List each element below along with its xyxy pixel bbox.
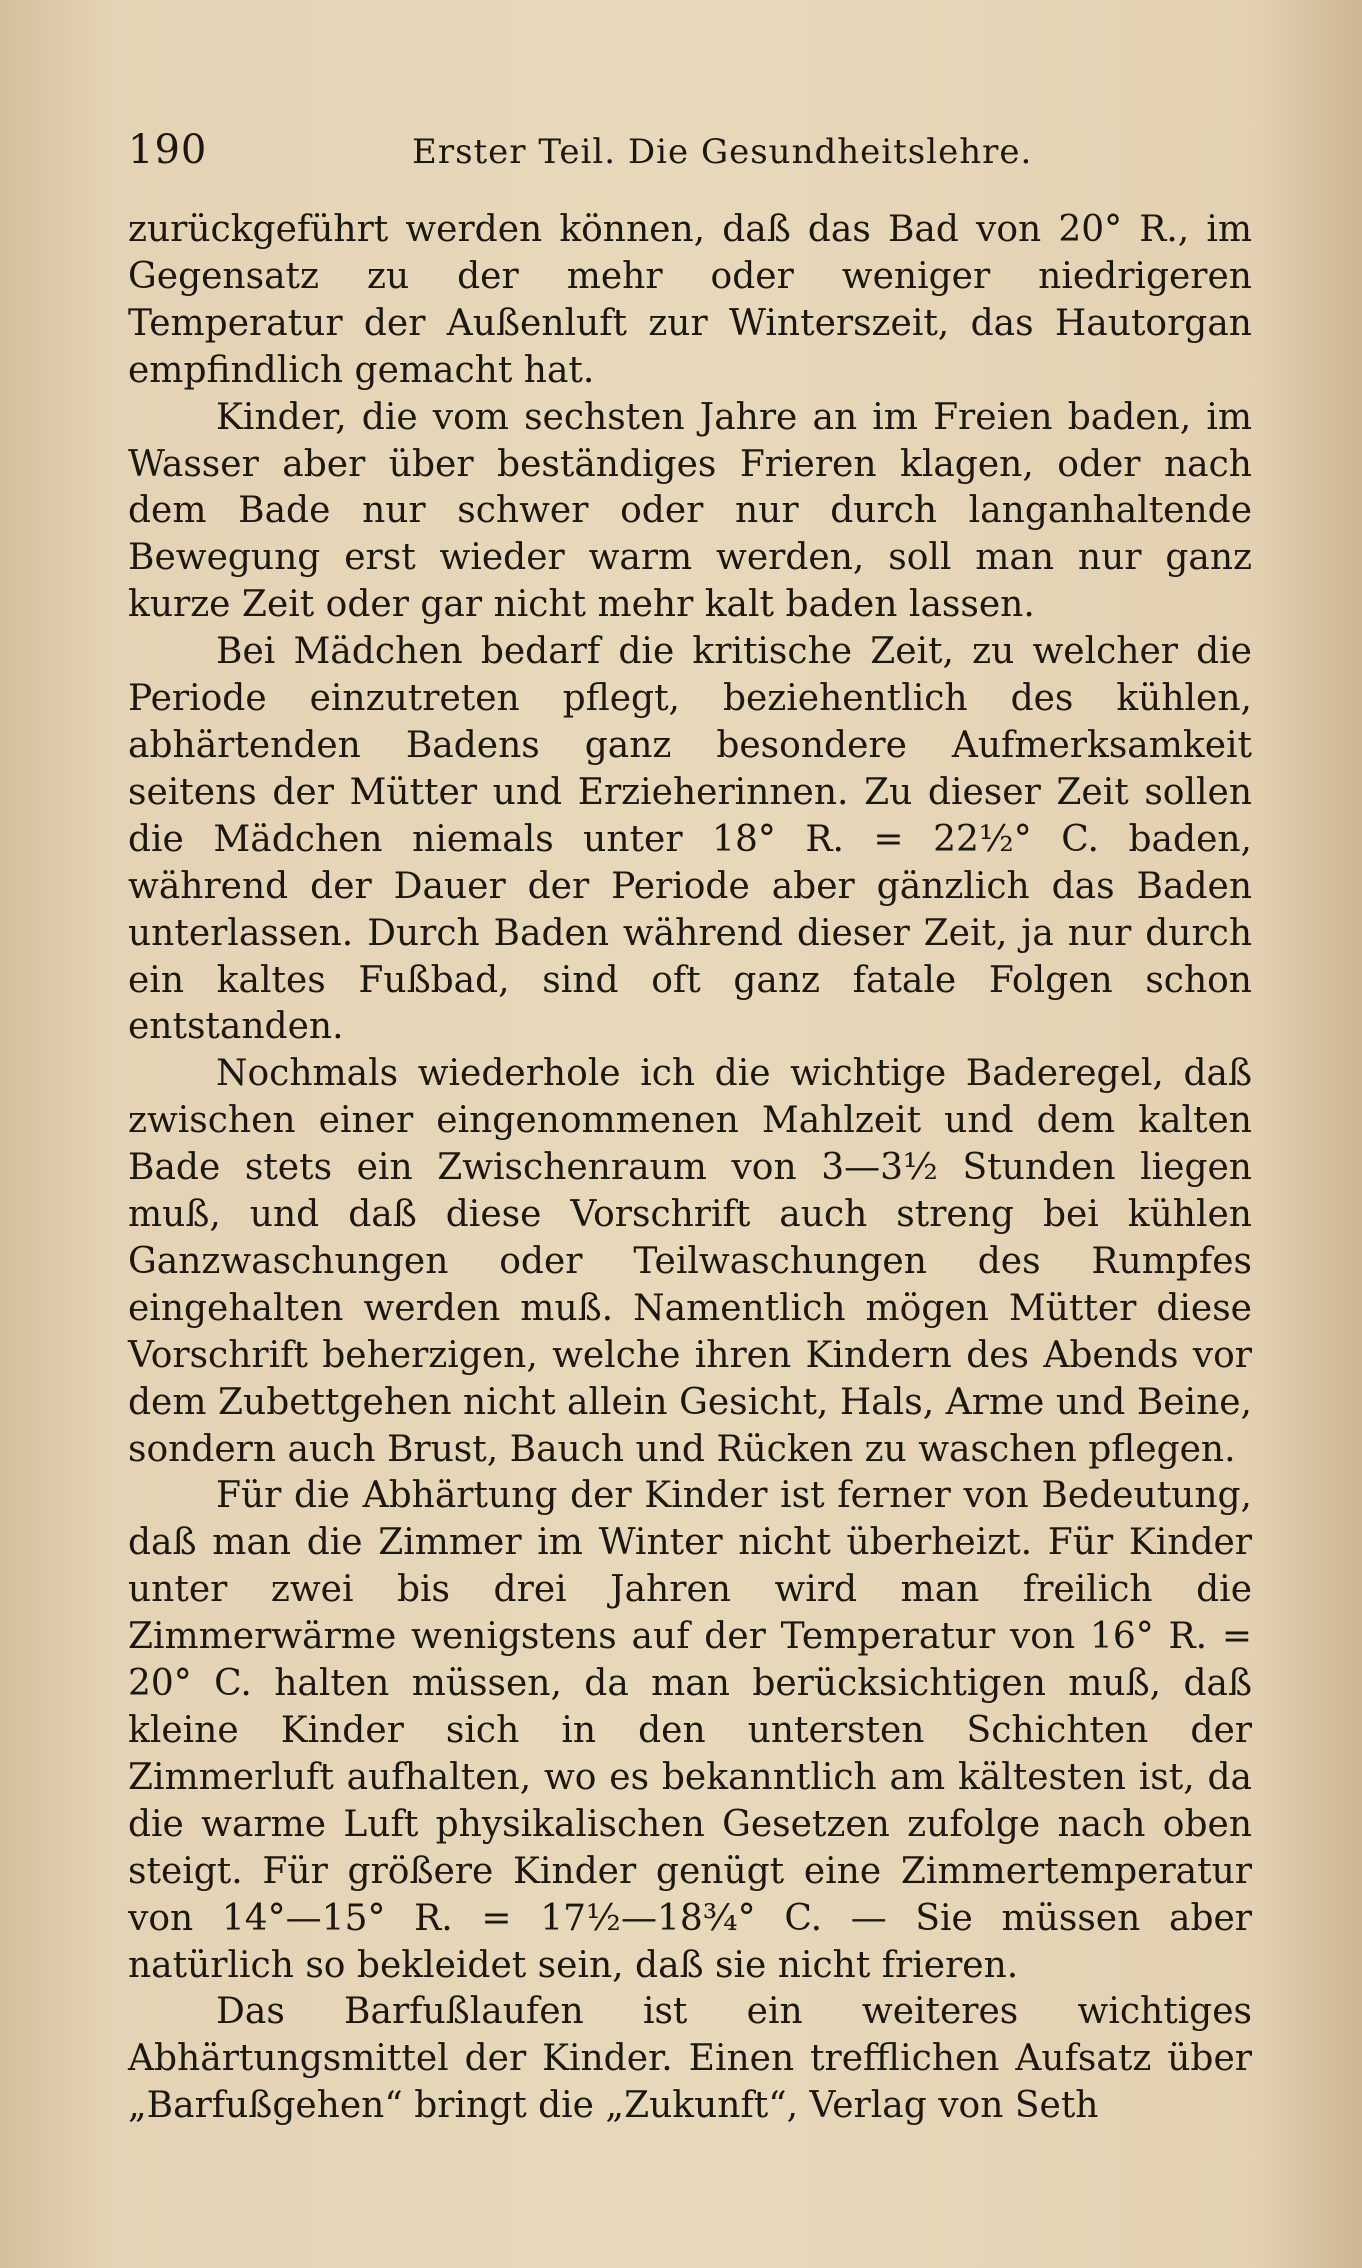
page-header bbox=[128, 122, 1252, 182]
body-text bbox=[128, 207, 1252, 2130]
paragraph-zimmerwaerme: Für die Abhärtung der Kinder ist ferner von Bedeutung, daß man die Zimmer im Winter nicht überheizt. Für Kinder unter zwei bis drei Jahren wird man freilich die Zimmerwärme wenigstens auf der Temperatur von 16° R. = 20° C. halten müssen, da man berücksichtigen muß, daß kleine Kinder sich in den untersten Schichten der Zimmerluft aufhalten, wo es bekanntlich am kältesten ist, da die warme Luft physikalischen Gesetzen zufolge nach oben steigt. Für größere Kinder genügt eine Zimmertemperatur von 14°—15° R. = 17½—18¾° C. — Sie müssen aber natürlich so bekleidet sein, daß sie nicht frieren. bbox=[128, 1475, 1252, 1986]
page-number: 190 bbox=[128, 127, 208, 173]
paragraph-continuation: zurückgeführt werden können, daß das Bad von 20° R., im Gegensatz zu der mehr oder weniger niedrigeren Temperatur der Außenluft zur Winterszeit, das Hautorgan empfindlich gemacht hat. bbox=[128, 209, 1252, 391]
paragraph-baderegel: Nochmals wiederhole ich die wichtige Baderegel, daß zwischen einer eingenommenen Mahlzeit und dem kalten Bade stets ein Zwischenraum von 3—3½ Stunden liegen muß, und daß diese Vorschrift auch streng bei kühlen Ganzwaschungen oder Teilwaschungen des Rumpfes eingehalten werden muß. Namentlich mögen Mütter diese Vorschrift beherzigen, welche ihren Kindern des Abends vor dem Zubettgehen nicht allein Gesicht, Hals, Arme und Beine, sondern auch Brust, Bauch und Rücken zu waschen pflegen. bbox=[128, 1053, 1252, 1470]
running-head: Erster Teil. Die Gesundheitslehre. bbox=[412, 132, 1033, 172]
paragraph-kinder-baden: Kinder, die vom sechsten Jahre an im Freien baden, im Wasser aber über beständiges Frieren klagen, oder nach dem Bade nur schwer oder nur durch langanhaltende Bewegung erst wieder warm werden, soll man nur ganz kurze Zeit oder gar nicht mehr kalt baden lassen. bbox=[128, 396, 1252, 626]
paragraph-maedchen: Bei Mädchen bedarf die kritische Zeit, zu welcher die Periode einzutreten pflegt, beziehentlich des kühlen, abhärtenden Badens ganz besondere Aufmerksamkeit seitens der Mütter und Erzieherinnen. Zu dieser Zeit sollen die Mädchen niemals unter 18° R. = 22½° C. baden, während der Dauer der Periode aber gänzlich das Baden unterlassen. Durch Baden während dieser Zeit, ja nur durch ein kaltes Fußbad, sind oft ganz fatale Folgen schon entstanden. bbox=[128, 631, 1252, 1048]
paragraph-barfusslaufen: Das Barfußlaufen ist ein weiteres wichtiges Abhärtungsmittel der Kinder. Einen trefflichen Aufsatz über „Barfußgehen“ bringt die „Zukunft“, Verlag von Seth bbox=[128, 1991, 1252, 2127]
